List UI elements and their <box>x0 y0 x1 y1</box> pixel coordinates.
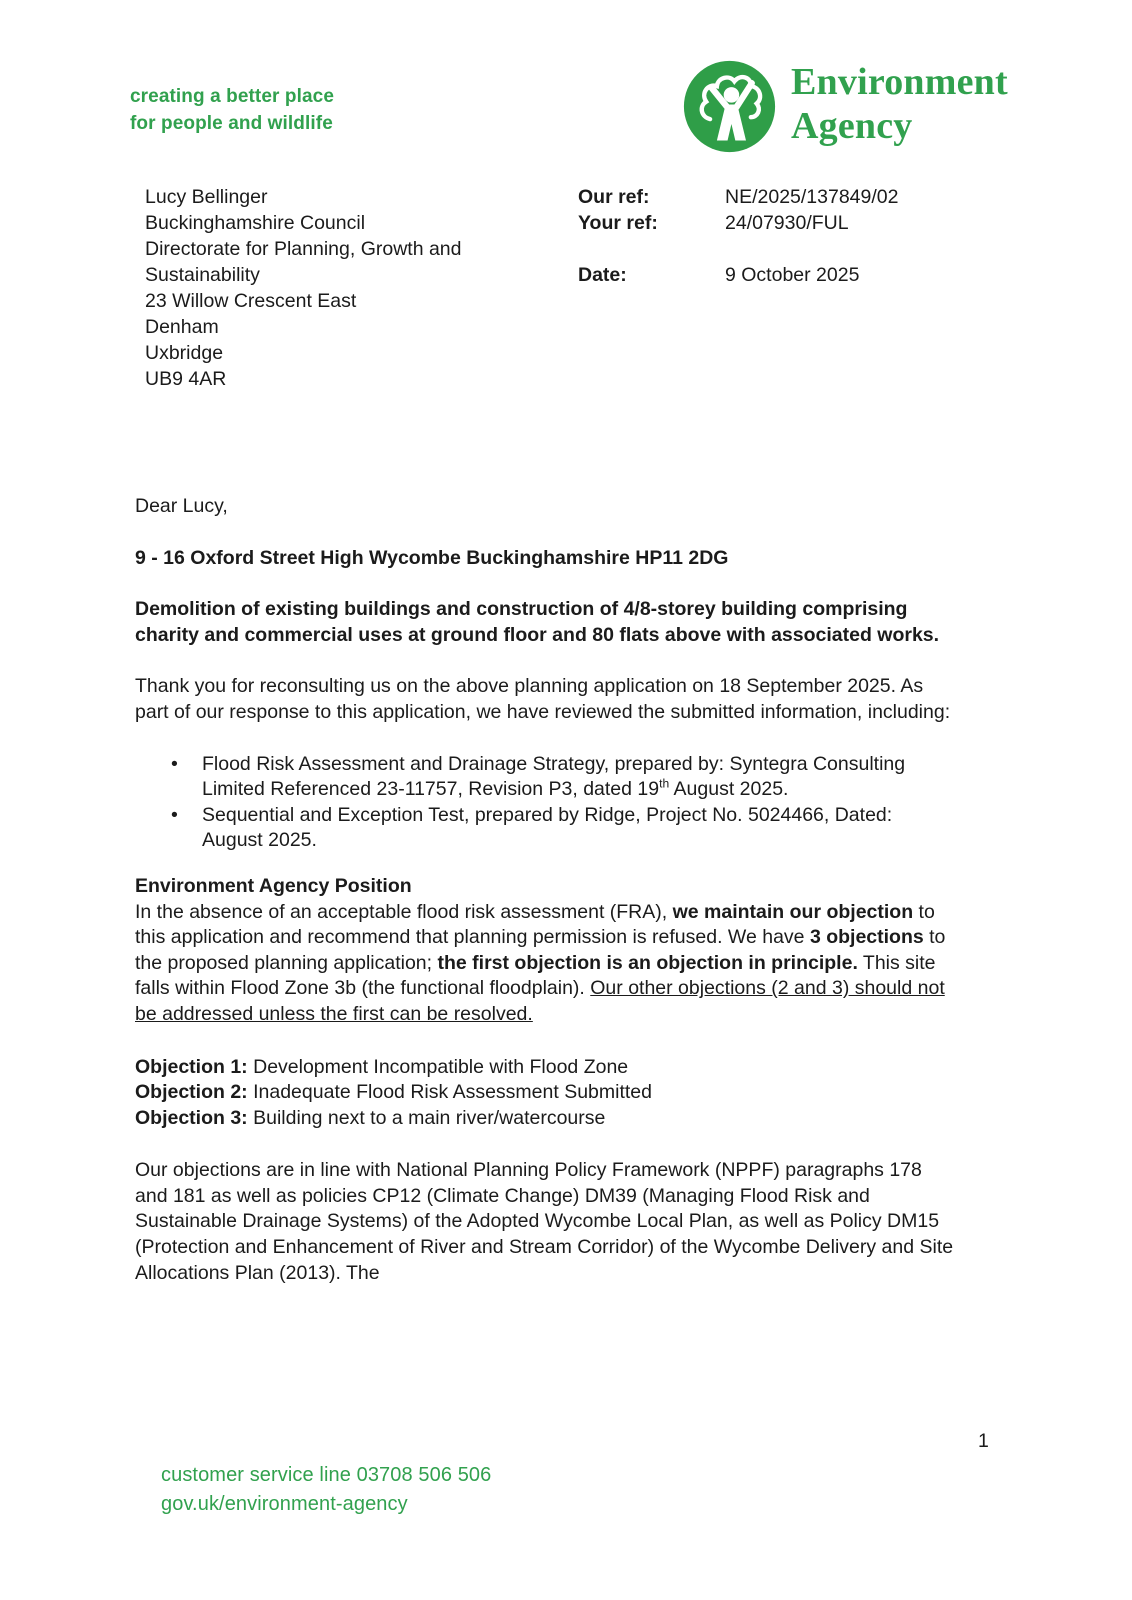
ref-block <box>578 184 898 288</box>
our-ref-row <box>578 184 898 210</box>
tagline-line-2: for people and wildlife <box>130 113 333 134</box>
header-tagline <box>130 83 334 137</box>
ea-position-paragraph: In the absence of an acceptable flood risk assessment (FRA), we maintain our objection to this application and recommend that planning permission is refused. We have 3 objections to the proposed planning application; the first objection is an objection in principle. This site falls within Flood Zone 3b (the functional floodplain). Our other objections (2 and 3) should not be addressed unless the first can be resolved. <box>135 900 946 1025</box>
document-item: • Sequential and Exception Test, prepared by Ridge, Project No. 5024466, Dated: August 2025. <box>135 803 957 854</box>
logo-wordmark <box>791 60 1008 148</box>
tagline-line-1: creating a better place <box>130 86 334 107</box>
footer <box>161 1461 491 1519</box>
recipient-address <box>145 184 527 392</box>
your-ref-row <box>578 210 898 236</box>
your-ref-label: Your ref: <box>578 212 658 234</box>
letter-body <box>135 494 957 1286</box>
our-ref-label: Our ref: <box>578 186 650 208</box>
website-address: gov.uk/environment-agency <box>161 1493 408 1515</box>
date-row <box>578 262 898 288</box>
address-line: UB9 4AR <box>145 368 227 390</box>
objection-item <box>135 1055 957 1081</box>
address-line: Denham <box>145 316 219 338</box>
subject-line: 9 - 16 Oxford Street High Wycombe Buckinghamshire HP11 2DG <box>135 546 729 569</box>
address-line: Uxbridge <box>145 342 224 364</box>
objection-text: Inadequate Flood Risk Assessment Submitted <box>247 1081 652 1104</box>
address-line: Lucy Bellinger <box>145 186 268 208</box>
salutation: Dear Lucy, <box>135 495 228 517</box>
page-number: 1 <box>978 1430 989 1452</box>
tree-person-circle-icon <box>681 58 778 155</box>
address-line: 23 Willow Crescent East <box>145 290 357 312</box>
objection-text: Building next to a main river/watercourse <box>247 1106 606 1129</box>
address-line: Buckinghamshire Council <box>145 212 366 234</box>
policy-paragraph: Our objections are in line with National Planning Policy Framework (NPPF) paragraphs 178 and 181 as well as policies CP12 (Climate Change) DM39 (Managing Flood Risk and Sustainable Drainage Systems) of the Adopted Wycombe Local Plan, as well as Policy DM15 (Protection and Enhancement of River and Stream Corridor) of the Wycombe Delivery and Site Allocations Plan (2013). The <box>135 1159 954 1284</box>
logo-wordmark-line-1: Environment <box>791 61 1008 103</box>
objection-item <box>135 1080 957 1106</box>
address-line: Directorate for Planning, Growth and Sustainability <box>145 238 462 286</box>
ea-position-heading: Environment Agency Position <box>135 874 412 897</box>
documents-list <box>135 752 957 854</box>
objections-list <box>135 1055 957 1132</box>
proposal-description: Demolition of existing buildings and construction of 4/8-storey building comprising charity and commercial uses at ground floor and 80 flats above with associated works. <box>135 598 940 646</box>
our-ref-value: NE/2025/137849/02 <box>725 186 899 208</box>
objection-label: Objection 2: <box>135 1081 248 1104</box>
objection-label: Objection 3: <box>135 1106 248 1129</box>
date-value: 9 October 2025 <box>725 264 860 286</box>
logo-wordmark-line-2: Agency <box>791 105 913 147</box>
objection-item <box>135 1106 957 1132</box>
your-ref-value: 24/07930/FUL <box>725 212 849 234</box>
objection-text: Development Incompatible with Flood Zone <box>247 1055 629 1078</box>
document-item: • Flood Risk Assessment and Drainage Strategy, prepared by: Syntegra Consulting Limited Referenced 23-11757, Revision P3, dated 19th August 2025. <box>135 752 957 803</box>
objection-label: Objection 1: <box>135 1055 248 1078</box>
intro-paragraph: Thank you for reconsulting us on the above planning application on 18 September 2025. As part of our response to this application, we have reviewed the submitted information, including: <box>135 675 951 723</box>
customer-service-line: customer service line 03708 506 506 <box>161 1464 492 1486</box>
date-label: Date: <box>578 264 627 286</box>
environment-agency-logo <box>681 58 1008 155</box>
